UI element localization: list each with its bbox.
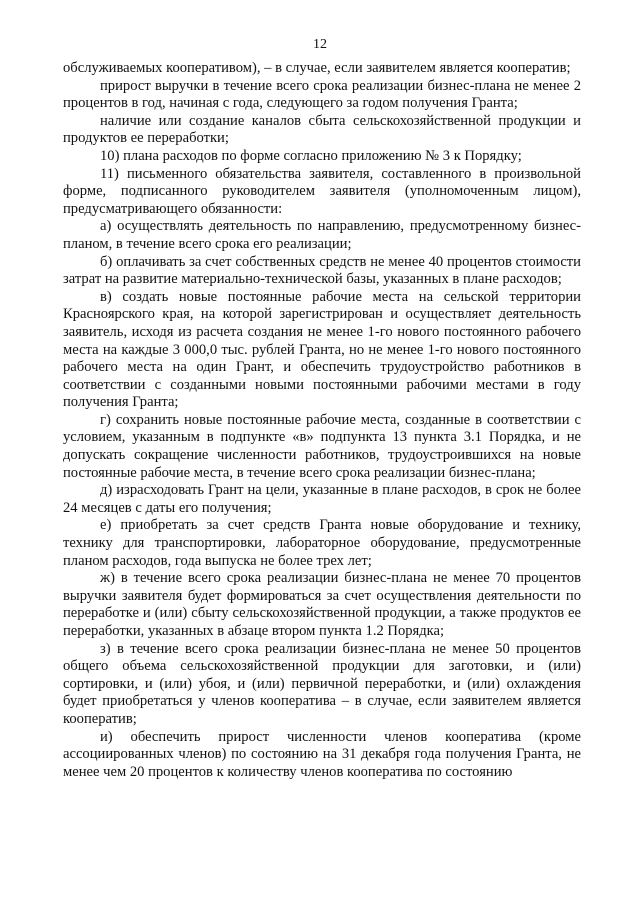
- paragraph-subitem-a: а) осуществлять деятельность по направлению, предусмотренному бизнес-планом, в течение всего срока его реализации;: [63, 218, 581, 252]
- paragraph-sales-channels: наличие или создание каналов сбыта сельскохозяйственной продукции и продуктов ее переработки;: [63, 112, 581, 147]
- paragraph-subitem-zh: ж) в течение всего срока реализации бизнес-плана не менее 70 процентов выручки заявителя будет формироваться за счет осуществления деятельности по переработке и (или) сбыту сельскохозяйственной продукции, а также продуктов ее переработки, указанных в абзаце втором пункта 1.2 Порядка;: [63, 570, 581, 639]
- paragraph-continuation: обслуживаемых кооперативом), – в случае, если заявителем является кооператив;: [63, 60, 571, 76]
- document-body: [63, 60, 581, 781]
- paragraph-subitem-z: з) в течение всего срока реализации бизнес-плана не менее 50 процентов общего объема сельскохозяйственной продукции для заготовки, и (или) сортировки, и (или) убоя, и (или) первичной переработки, и (или) охлаждения будет приобретаться у членов кооператива – в случае, если заявителем является кооператив;: [63, 640, 581, 727]
- paragraph-subitem-b: б) оплачивать за счет собственных средств не менее 40 процентов стоимости затрат на развитие материально-технической базы, указанных в плане расходов;: [63, 253, 581, 288]
- paragraph-item-11: 11) письменного обязательства заявителя, составленного в произвольной форме, подписанного руководителем заявителя (уполномоченным лицом), предусматривающего обязанности:: [63, 165, 581, 217]
- paragraph-item-10: 10) плана расходов по форме согласно приложению № 3 к Порядку;: [100, 147, 522, 164]
- paragraph-subitem-g: г) сохранить новые постоянные рабочие места, созданные в соответствии с условием, указанным в подпункте «в» подпункта 13 пункта 3.1 Порядка, и не допускать сокращение численности работников, трудоустроившихся на новые постоянные рабочие места, в течение всего срока реализации бизнес-плана;: [63, 411, 581, 481]
- paragraph-subitem-d: д) израсходовать Грант на цели, указанные в плане расходов, в срок не более 24 месяцев с даты его получения;: [63, 482, 581, 516]
- paragraph-subitem-e: е) приобретать за счет средств Гранта новые оборудование и технику, технику для транспортировки, лабораторное оборудование, предусмотренные планом расходов, года выпуска не более трех лет;: [63, 517, 581, 569]
- paragraph-subitem-i: и) обеспечить прирост численности членов кооператива (кроме ассоциированных членов) по состоянию на 31 декабря года получения Гранта, не менее чем 20 процентов к количеству членов кооператива по состоянию: [63, 728, 581, 780]
- paragraph-subitem-v: в) создать новые постоянные рабочие места на сельской территории Красноярского края, на которой зарегистрирован и осуществляет деятельность заявитель, исходя из расчета создания не менее 1-го нового постоянного рабочего места на каждые 3 000,0 тыс. рублей Гранта, но не менее 1-го нового постоянного рабочего места на один Грант, и обеспечить трудоустройство работников в соответствии с созданными новыми постоянными рабочими местами в году получения Гранта;: [63, 288, 581, 411]
- page-number: 12: [313, 37, 327, 52]
- paragraph-revenue-growth: прирост выручки в течение всего срока реализации бизнес-плана не менее 2 процентов в год, начиная с года, следующего за годом получения Гранта;: [63, 77, 581, 112]
